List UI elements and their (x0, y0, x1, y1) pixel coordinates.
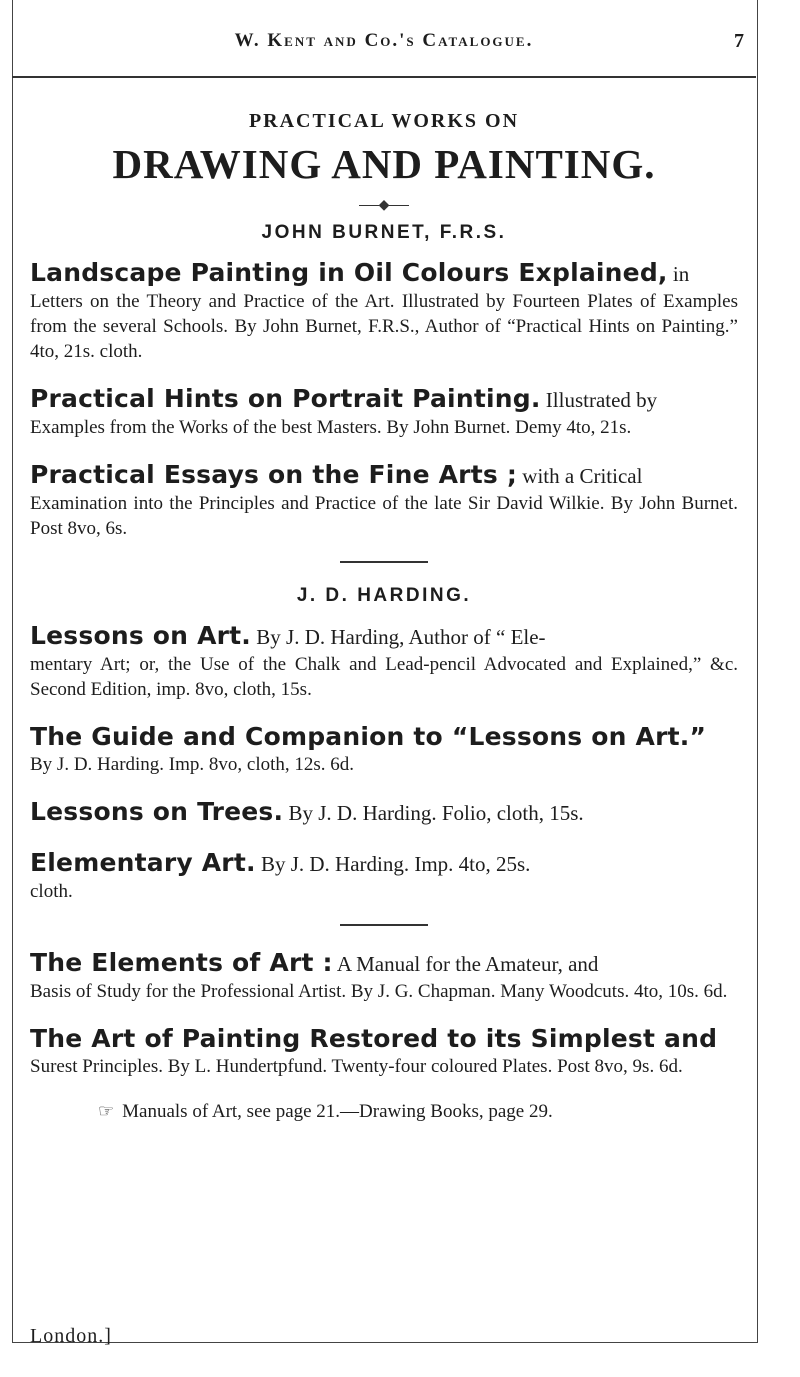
entry-title: Practical Hints on Portrait Painting. (30, 384, 541, 414)
entry-title: Landscape Painting in Oil Colours Explained, (30, 258, 668, 288)
catalogue-entry (30, 621, 738, 702)
entry-title-rest: By J. D. Harding, Author of “ Ele- (251, 625, 546, 650)
entry-body: Letters on the Theory and Practice of the Art. Illustrated by Fourteen Plates of Examples from the several Schools. By John Burnet, F.R.S., Author of “Practical Hints on Painting.” 4to, 21s. cloth. (30, 291, 738, 363)
running-head-title: W. Kent and Co.'s Catalogue. (234, 30, 534, 51)
entry-body: Basis of Study for the Professional Artist. By J. G. Chapman. Many Woodcuts. 4to, 10s. 6d. (30, 981, 728, 1003)
section-intro: PRACTICAL WORKS ON (248, 110, 520, 132)
catalogue-entry (30, 797, 738, 828)
entry-title-rest: A Manual for the Amateur, and (332, 952, 599, 977)
entry-title-rest: with a Critical (517, 464, 643, 489)
entry-title: Lessons on Trees. (30, 797, 284, 827)
entry-body: By J. D. Harding. Imp. 8vo, cloth, 12s. 6d. (30, 754, 355, 776)
entry-title-rest: By J. D. Harding. Imp. 4to, 25s. (255, 852, 531, 877)
diamond-ornament-icon: ◆ (30, 198, 738, 214)
imprint: London.] (30, 1325, 112, 1347)
entry-title: Practical Essays on the Fine Arts ; (30, 460, 518, 490)
author-heading: JOHN BURNET, F.R.S. (261, 222, 507, 244)
catalogue-entry (30, 722, 738, 777)
entry-title: The Guide and Companion to “Lessons on Art.” (30, 722, 707, 752)
author-heading: J. D. HARDING. (296, 585, 472, 607)
entry-title: Lessons on Art. (30, 621, 252, 651)
entry-title-rest: in (667, 262, 690, 287)
entry-title-rest: Illustrated by (540, 388, 658, 413)
pointing-hand-icon: ☞ (98, 1101, 115, 1122)
page-number: 7 (734, 30, 744, 52)
entry-title-rest: By J. D. Harding. Folio, cloth, 15s. (283, 801, 584, 826)
running-head (12, 30, 756, 78)
catalogue-entry (30, 1024, 738, 1079)
entry-title: The Elements of Art : (30, 948, 333, 978)
entry-body: cloth. (30, 881, 73, 903)
catalogue-entry (30, 384, 738, 440)
catalogue-entry (30, 460, 738, 541)
section-title: DRAWING AND PAINTING. (112, 141, 656, 187)
catalogue-content (30, 110, 738, 1124)
section-divider (340, 924, 428, 926)
entry-title: The Art of Painting Restored to its Simplest and (30, 1024, 718, 1054)
section-divider (340, 561, 428, 563)
entry-body: mentary Art; or, the Use of the Chalk and Lead-pencil Advocated and Explained,” &c. Second Edition, imp. 8vo, cloth, 15s. (30, 654, 738, 701)
catalogue-entry (30, 848, 738, 904)
catalogue-entry (30, 948, 738, 1004)
entry-body: Surest Principles. By L. Hundertpfund. Twenty-four coloured Plates. Post 8vo, 9s. 6d. (30, 1056, 683, 1078)
note-text: Manuals of Art, see page 21.—Drawing Books, page 29. (122, 1101, 553, 1123)
cross-reference-note (30, 1099, 738, 1124)
entry-body: Examination into the Principles and Practice of the late Sir David Wilkie. By John Burnet. Post 8vo, 6s. (30, 493, 738, 540)
catalogue-entry (30, 258, 738, 364)
entry-title: Elementary Art. (30, 848, 256, 878)
entry-body: Examples from the Works of the best Masters. By John Burnet. Demy 4to, 21s. (30, 417, 632, 439)
